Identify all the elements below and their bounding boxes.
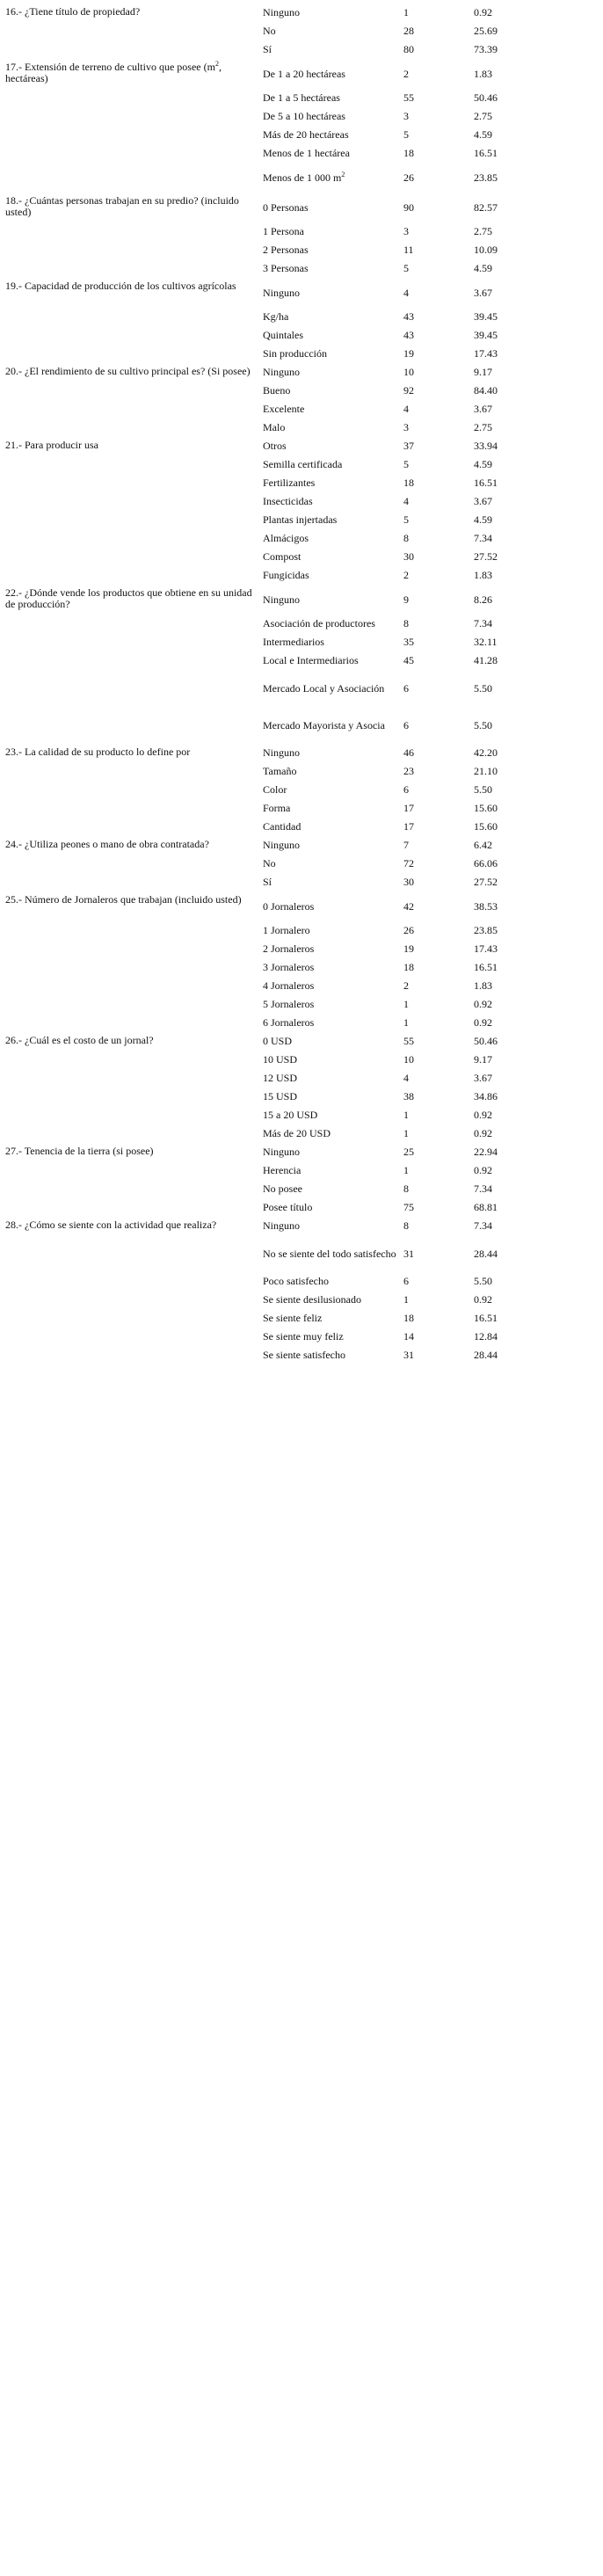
answer-count: 31 (403, 1349, 414, 1361)
answer-percent: 5.50 (474, 783, 492, 796)
answer-count: 5 (403, 262, 409, 274)
answer-count: 30 (403, 876, 414, 888)
answer-option: Tamaño (263, 765, 297, 777)
answer-percent: 12.84 (474, 1330, 498, 1343)
answer-percent: 15.60 (474, 802, 498, 814)
question-text: 28.- ¿Cómo se siente con la actividad que realiza? (5, 1219, 217, 1231)
answer-percent: 27.52 (474, 876, 498, 888)
answer-count: 18 (403, 961, 414, 973)
answer-count: 1 (403, 1109, 409, 1121)
answer-count: 6 (403, 783, 409, 796)
answer-count: 2 (403, 569, 409, 581)
answer-count: 2 (403, 979, 409, 992)
answer-percent: 4.59 (474, 262, 492, 274)
answer-option: 2 Jornaleros (263, 942, 315, 955)
answer-option: Color (263, 783, 287, 796)
answer-option: 0 USD (263, 1035, 293, 1047)
answer-percent: 4.59 (474, 458, 492, 470)
answer-count: 8 (403, 1182, 409, 1195)
answer-percent: 28.44 (474, 1247, 498, 1260)
answer-count: 72 (403, 857, 414, 870)
question-text: 17.- Extensión de terreno de cultivo que posee ($m^2$, hectáreas) (5, 60, 222, 84)
answer-count: 17 (403, 820, 414, 833)
answer-option: No se siente del todo satisfecho (263, 1247, 396, 1260)
answer-count: 3 (403, 225, 409, 237)
answer-percent: 5.50 (474, 718, 492, 731)
question-text: 21.- Para producir usa (5, 439, 98, 451)
answer-percent: 73.39 (474, 43, 498, 55)
table-row (5, 836, 498, 855)
answer-option: 3 Jornaleros (263, 961, 315, 973)
answer-count: 28 (403, 25, 414, 37)
question-text: 20.- ¿El rendimiento de su cultivo principal es? (Si posee) (5, 365, 251, 377)
answer-count: 55 (403, 91, 414, 104)
answer-option: 2 Personas (263, 244, 309, 256)
answer-option: Ninguno (263, 366, 300, 378)
answer-option: Excelente (263, 403, 305, 415)
answer-percent: 42.20 (474, 746, 498, 759)
question-text: 26.- ¿Cuál es el costo de un jornal? (5, 1034, 154, 1046)
answer-count: 11 (403, 244, 414, 256)
table-row (5, 744, 498, 762)
answer-option: Fungicidas (263, 569, 309, 581)
answer-percent: 84.40 (474, 384, 498, 397)
answer-option: De 5 a 10 hectáreas (263, 110, 345, 122)
answer-option: Menos de 1 hectárea (263, 147, 350, 159)
answer-percent: 68.81 (474, 1201, 498, 1213)
answer-option: 10 USD (263, 1053, 298, 1066)
answer-count: 37 (403, 440, 414, 452)
answer-percent: 1.83 (474, 979, 492, 992)
answer-percent: 3.67 (474, 403, 492, 415)
answer-count: 42 (403, 899, 414, 913)
answer-percent: 2.75 (474, 421, 492, 433)
question-text: 25.- Número de Jornaleros que trabajan (incluido usted) (5, 893, 242, 906)
answer-option: Otros (263, 440, 287, 452)
answer-percent: 21.10 (474, 765, 498, 777)
answer-count: 45 (403, 654, 414, 666)
answer-option: Asociación de productores (263, 617, 375, 629)
answer-count: 92 (403, 384, 414, 397)
table-row (5, 585, 498, 615)
answer-count: 35 (403, 636, 414, 648)
question-text: 19.- Capacidad de producción de los cultivos agrícolas (5, 280, 236, 292)
table-row (5, 1143, 498, 1161)
answer-option: Compost (263, 550, 302, 563)
answer-percent: 82.57 (474, 200, 498, 214)
answer-option: Forma (263, 802, 291, 814)
table-row (5, 1217, 498, 1235)
answer-option: 0 Jornaleros (263, 899, 315, 913)
answer-percent: 1.83 (474, 67, 492, 80)
answer-option: No posee (263, 1182, 302, 1195)
answer-option: 12 USD (263, 1072, 298, 1084)
answer-percent: 33.94 (474, 440, 498, 452)
answer-option: Se siente muy feliz (263, 1330, 344, 1343)
answer-percent: 9.17 (474, 1053, 492, 1066)
answer-option: Ninguno (263, 6, 300, 18)
answer-count: 8 (403, 532, 409, 544)
answer-option: Ninguno (263, 286, 300, 299)
answer-option: Se siente desilusionado (263, 1293, 361, 1306)
answer-count: 9 (403, 593, 409, 606)
answer-option: Ninguno (263, 746, 300, 759)
answer-percent: 7.34 (474, 1182, 492, 1195)
question-text: 23.- La calidad de su producto lo define por (5, 746, 191, 758)
answer-percent: 0.92 (474, 1293, 492, 1306)
answer-percent: 3.67 (474, 495, 492, 507)
answer-count: 6 (403, 681, 409, 695)
answer-option: Se siente feliz (263, 1312, 323, 1324)
answer-percent: 16.51 (474, 1312, 498, 1324)
answer-percent: 50.46 (474, 91, 498, 104)
answer-percent: 16.51 (474, 477, 498, 489)
question-text: 24.- ¿Utiliza peones o mano de obra contratada? (5, 838, 209, 850)
answer-count: 1 (403, 1164, 409, 1176)
answer-percent: 34.86 (474, 1090, 498, 1102)
answer-percent: 5.50 (474, 681, 492, 695)
answer-option: Intermediarios (263, 636, 324, 648)
answer-percent: 10.09 (474, 244, 498, 256)
answer-percent: 8.26 (474, 593, 492, 606)
answer-percent: 17.43 (474, 942, 498, 955)
answer-count: 6 (403, 1275, 409, 1287)
answer-count: 10 (403, 1053, 414, 1066)
survey-results-table (5, 4, 498, 1364)
answer-percent: 3.67 (474, 1072, 492, 1084)
answer-percent: 22.94 (474, 1146, 498, 1158)
answer-option: Ninguno (263, 1146, 300, 1158)
answer-option: Almácigos (263, 532, 309, 544)
answer-percent: 7.34 (474, 1219, 492, 1232)
answer-count: 8 (403, 617, 409, 629)
answer-percent: 0.92 (474, 1016, 492, 1029)
answer-option: Sí (263, 43, 272, 55)
answer-count: 17 (403, 802, 414, 814)
answer-percent: 23.85 (474, 924, 498, 936)
answer-option: 15 USD (263, 1090, 298, 1102)
answer-option: Fertilizantes (263, 477, 316, 489)
answer-count: 4 (403, 1072, 409, 1084)
table-row (5, 437, 498, 455)
answer-count: 75 (403, 1201, 414, 1213)
answer-option: Cantidad (263, 820, 302, 833)
answer-count: 18 (403, 147, 414, 159)
answer-option: Semilla certificada (263, 458, 343, 470)
answer-percent: 25.69 (474, 25, 498, 37)
answer-option: Mercado Local y Asociación (263, 681, 385, 695)
answer-count: 38 (403, 1090, 414, 1102)
answer-option: Bueno (263, 384, 291, 397)
answer-percent: 2.75 (474, 225, 492, 237)
answer-count: 80 (403, 43, 414, 55)
answer-count: 4 (403, 286, 409, 299)
answer-option: No (263, 857, 276, 870)
answer-count: 1 (403, 998, 409, 1010)
answer-percent: 2.75 (474, 110, 492, 122)
answer-count: 18 (403, 1312, 414, 1324)
answer-count: 25 (403, 1146, 414, 1158)
answer-option: Insecticidas (263, 495, 313, 507)
answer-option: Más de 20 hectáreas (263, 128, 349, 141)
answer-percent: 41.28 (474, 654, 498, 666)
answer-count: 1 (403, 1127, 409, 1139)
answer-option: Ninguno (263, 1219, 300, 1232)
answer-count: 26 (403, 171, 414, 184)
table-row (5, 363, 498, 382)
answer-count: 23 (403, 765, 414, 777)
answer-option: Mercado Mayorista y Asocia (263, 718, 385, 731)
table-row (5, 193, 498, 222)
answer-percent: 4.59 (474, 513, 492, 526)
answer-percent: 7.34 (474, 617, 492, 629)
answer-count: 1 (403, 1016, 409, 1029)
answer-option: 15 a 20 USD (263, 1109, 318, 1121)
answer-count: 43 (403, 329, 414, 341)
answer-percent: 28.44 (474, 1349, 498, 1361)
answer-percent: 6.42 (474, 839, 492, 851)
answer-percent: 0.92 (474, 1109, 492, 1121)
answer-count: 7 (403, 839, 409, 851)
question-text: 27.- Tenencia de la tierra (si posee) (5, 1145, 154, 1157)
answer-option: Poco satisfecho (263, 1275, 329, 1287)
answer-count: 5 (403, 128, 409, 141)
answer-count: 10 (403, 366, 414, 378)
answer-option: Plantas injertadas (263, 513, 338, 526)
answer-count: 4 (403, 495, 409, 507)
answer-percent: 16.51 (474, 147, 498, 159)
answer-percent: 0.92 (474, 998, 492, 1010)
answer-option: Kg/ha (263, 310, 289, 323)
answer-count: 26 (403, 924, 414, 936)
answer-percent: 32.11 (474, 636, 498, 648)
answer-percent: 0.92 (474, 1127, 492, 1139)
answer-option: Posee título (263, 1201, 313, 1213)
answer-count: 46 (403, 746, 414, 759)
answer-option: 4 Jornaleros (263, 979, 315, 992)
answer-option: Sin producción (263, 347, 327, 360)
answer-percent: 17.43 (474, 347, 498, 360)
answer-percent: 16.51 (474, 961, 498, 973)
answer-count: 3 (403, 421, 409, 433)
answer-count: 4 (403, 403, 409, 415)
answer-count: 14 (403, 1330, 414, 1343)
answer-option: No (263, 25, 276, 37)
answer-option: Ninguno (263, 839, 300, 851)
answer-percent: 39.45 (474, 329, 498, 341)
answer-count: 90 (403, 200, 414, 214)
answer-count: 5 (403, 513, 409, 526)
answer-option: 6 Jornaleros (263, 1016, 315, 1029)
answer-percent: 1.83 (474, 569, 492, 581)
answer-option: Ninguno (263, 593, 300, 606)
answer-option: Sí (263, 876, 272, 888)
answer-option: Quintales (263, 329, 303, 341)
answer-count: 18 (403, 477, 414, 489)
answer-count: 8 (403, 1219, 409, 1232)
table-row (5, 4, 498, 22)
answer-count: 55 (403, 1035, 414, 1047)
answer-percent: 38.53 (474, 899, 498, 913)
survey-results-body (5, 4, 498, 1364)
question-text: 16.- ¿Tiene título de propiedad? (5, 5, 141, 18)
table-row (5, 891, 498, 921)
question-text: 18.- ¿Cuántas personas trabajan en su predio? (incluido usted) (5, 194, 239, 218)
question-text: 22.- ¿Dónde vende los productos que obtiene en su unidad de producción? (5, 586, 252, 610)
answer-count: 30 (403, 550, 414, 563)
answer-count: 3 (403, 110, 409, 122)
answer-count: 1 (403, 1293, 409, 1306)
answer-percent: 50.46 (474, 1035, 498, 1047)
answer-option: Más de 20 USD (263, 1127, 331, 1139)
answer-option: 1 Persona (263, 225, 304, 237)
answer-option: Se siente satisfecho (263, 1349, 345, 1361)
table-row (5, 1032, 498, 1051)
table-row (5, 59, 498, 89)
answer-count: 2 (403, 67, 409, 80)
answer-option: Malo (263, 421, 286, 433)
answer-percent: 5.50 (474, 1275, 492, 1287)
answer-option: 0 Personas (263, 200, 309, 214)
answer-percent: 39.45 (474, 310, 498, 323)
answer-percent: 7.34 (474, 532, 492, 544)
answer-percent: 27.52 (474, 550, 498, 563)
answer-percent: 3.67 (474, 286, 492, 299)
answer-percent: 0.92 (474, 1164, 492, 1176)
answer-option: 5 Jornaleros (263, 998, 315, 1010)
answer-percent: 9.17 (474, 366, 492, 378)
answer-percent: 15.60 (474, 820, 498, 833)
answer-count: 6 (403, 718, 409, 731)
answer-option: Local e Intermediarios (263, 654, 359, 666)
answer-count: 31 (403, 1247, 414, 1260)
answer-percent: 4.59 (474, 128, 492, 141)
answer-count: 19 (403, 942, 414, 955)
answer-option: Herencia (263, 1164, 302, 1176)
answer-option: De 1 a 20 hectáreas (263, 67, 345, 80)
answer-count: 1 (403, 6, 409, 18)
answer-count: 19 (403, 347, 414, 360)
answer-option: 3 Personas (263, 262, 309, 274)
answer-option: Menos de 1 000 $m^2$ (263, 170, 345, 184)
answer-count: 5 (403, 458, 409, 470)
table-row (5, 278, 498, 308)
answer-count: 43 (403, 310, 414, 323)
answer-percent: 0.92 (474, 6, 492, 18)
answer-option: De 1 a 5 hectáreas (263, 91, 340, 104)
answer-percent: 23.85 (474, 171, 498, 184)
answer-percent: 66.06 (474, 857, 498, 870)
answer-option: 1 Jornalero (263, 924, 310, 936)
